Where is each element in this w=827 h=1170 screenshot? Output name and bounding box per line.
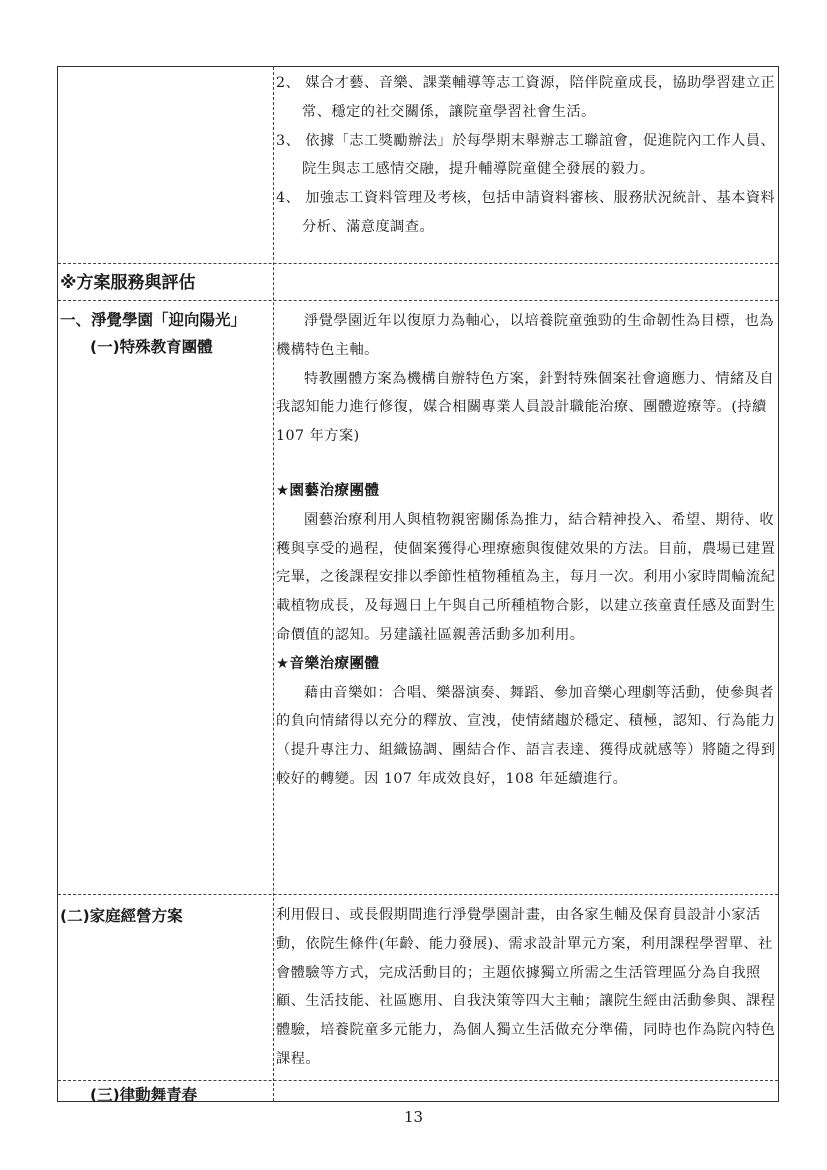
garden-therapy-text: 園藝治療利用人與植物親密關係為推力，結合精神投入、希望、期待、收穫與享受的過程，使個案獲得心理療癒與復健效果的方法。目前，農場已建置完畢，之後課程安排以季節性植物種植為主，每月一次。利用小家時間輪流紀載植物成長，及每週日上午與自己所種植物合影，以建立孩童責任感及面對生命價值的認知。另建議社區親善活動多加利用。 [276,511,776,643]
row-divider [58,894,778,895]
section1-desc: 特教團體方案為機構自辦特色方案，針對特殊個案社會適應力、情緒及自我認知能力進行修復，媒合相關專業人員設計職能治療、團體遊療等。(持續 107 年方案) [276,370,775,445]
volunteer-items [276,69,776,242]
section2-text: 利用假日、或長假期間進行淨覺學園計畫，由各家生輔及保育員設計小家活動，依院生條件(年齡、能力發展)、需求設計單元方案，利用課程學習單、社會體驗等方式，完成活動目的；主題依據獨立所需之生活管理區分為自我照顧、生活技能、社區應用、自我決策等四大主軸；讓院生經由活動參與、課程體驗，培養院童多元能力，為個人獨立生活做充分準備，同時也作為院內特色課程。 [276,907,776,1067]
music-therapy-heading: ★音樂治療團體 [276,655,380,672]
row-divider [58,300,778,301]
column-divider [273,67,274,1101]
music-therapy-text: 藉由音樂如：合唱、樂器演奏、舞蹈、參加音樂心理劇等活動，使參與者的負向情緒得以充分的釋放、宣洩，使情緒趨於穩定、積極，認知、行為能力（提升專注力、組織協調、團結合作、語言表達、獲得成就感等）將隨之得到較好的轉變。因 107 年成效良好，108 年延續進行。 [276,684,776,787]
section1-subtitle: (一)特殊教育團體 [90,338,213,356]
row-divider [58,1080,778,1081]
section-header: ※方案服務與評估 [60,273,196,293]
document-table [57,66,779,1102]
section1-title: 一、淨覺學園「迎向陽光」 [60,311,247,329]
section1-intro: 淨覺學園近年以復原力為軸心，以培養院童強勁的生命韌性為目標，也為機構特色主軸。 [276,313,775,358]
list-item: 4、 加強志工資料管理及考核，包括申請資料審核、服務狀況統計、基本資料分析、滿意度調查。 [276,190,776,235]
section1-body [276,307,776,794]
section2-body [276,901,776,1074]
garden-therapy-heading: ★園藝治療團體 [276,482,380,499]
section1-heading [60,307,272,361]
row-divider [58,263,778,264]
list-item: 2、 媒合才藝、音樂、課業輔導等志工資源，陪伴院童成長，協助學習建立正常、穩定的社交關係，讓院童學習社會生活。 [276,75,776,120]
page-number: 13 [403,1108,424,1126]
list-item: 3、 依據「志工獎勵辦法」於每學期末舉辦志工聯誼會，促進院內工作人員、院生與志工感情交融，提升輔導院童健全發展的毅力。 [276,132,776,178]
section3-title: (三)律動舞青春 [90,1086,198,1104]
section2-title: (二)家庭經營方案 [60,907,183,925]
